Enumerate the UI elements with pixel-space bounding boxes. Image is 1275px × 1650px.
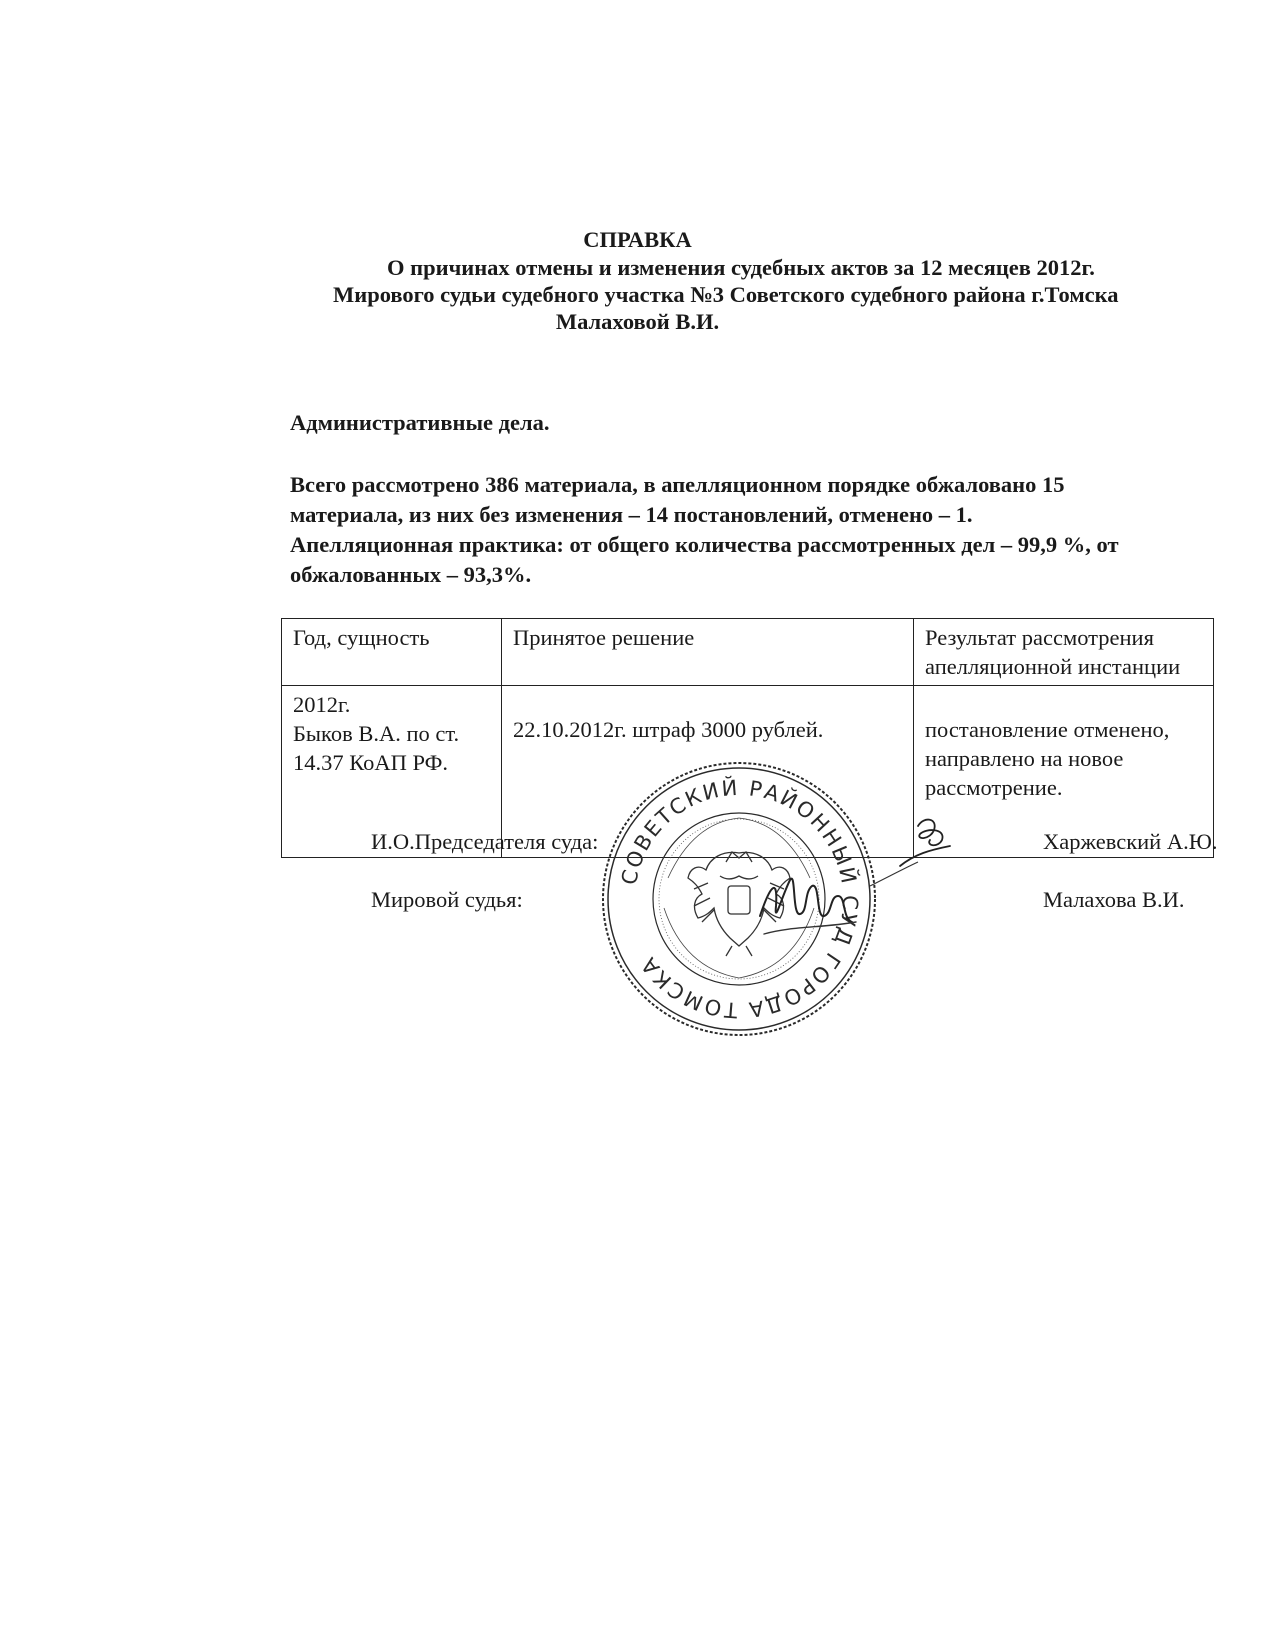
section-title: Административные дела. (290, 410, 550, 435)
chairman-signature (860, 806, 970, 896)
court-name: Мирового судьи судебного участка №3 Советского судебного района г.Томска (333, 282, 1119, 307)
document-subtitle: О причинах отмены и изменения судебных актов за 12 месяцев 2012г. (387, 255, 1095, 280)
cell-line: 2012г. (293, 692, 351, 717)
cell-decision: 22.10.2012г. штраф 3000 рублей. (502, 686, 914, 858)
header-result-line: апелляционной инстанции (925, 654, 1181, 679)
header-decision: Принятое решение (502, 619, 914, 686)
summary-line: Апелляционная практика: от общего количества рассмотренных дел – 99,9 %, от (290, 532, 1119, 557)
summary-line: обжалованных – 93,3%. (290, 562, 532, 587)
judge-name-header: Малаховой В.И. (555, 309, 720, 334)
summary-line: Всего рассмотрено 386 материала, в апелляционном порядке обжаловано 15 (290, 472, 1065, 497)
chairman-name: Харжевский А.Ю. (1043, 829, 1218, 854)
cell-line: рассмотрение. (925, 775, 1063, 800)
cell-line: направлено на новое (925, 746, 1124, 771)
summary-paragraph (290, 470, 1250, 590)
judge-label: Мировой судья: (371, 887, 523, 912)
header-result-line: Результат рассмотрения (925, 625, 1154, 650)
cell-line: постановление отменено, (925, 717, 1170, 742)
chairman-label: И.О.Председателя суда: (371, 829, 599, 854)
header-result (914, 619, 1214, 686)
cell-line: Быков В.А. по ст. (293, 721, 460, 746)
scan-edge-mask (1242, 0, 1275, 1650)
judge-name: Малахова В.И. (1043, 887, 1185, 912)
cell-line: 14.37 КоАП РФ. (293, 750, 449, 775)
table-header-row (282, 619, 1214, 686)
seal-text: СОВЕТСКИЙ РАЙОННЫЙ СУД ГОРОДА ТОМСКА (616, 775, 863, 1023)
judge-signature (752, 856, 862, 956)
document-title: СПРАВКА (583, 227, 692, 252)
header-year-essence: Год, сущность (282, 619, 502, 686)
summary-line: материала, из них без изменения – 14 постановлений, отменено – 1. (290, 502, 973, 527)
